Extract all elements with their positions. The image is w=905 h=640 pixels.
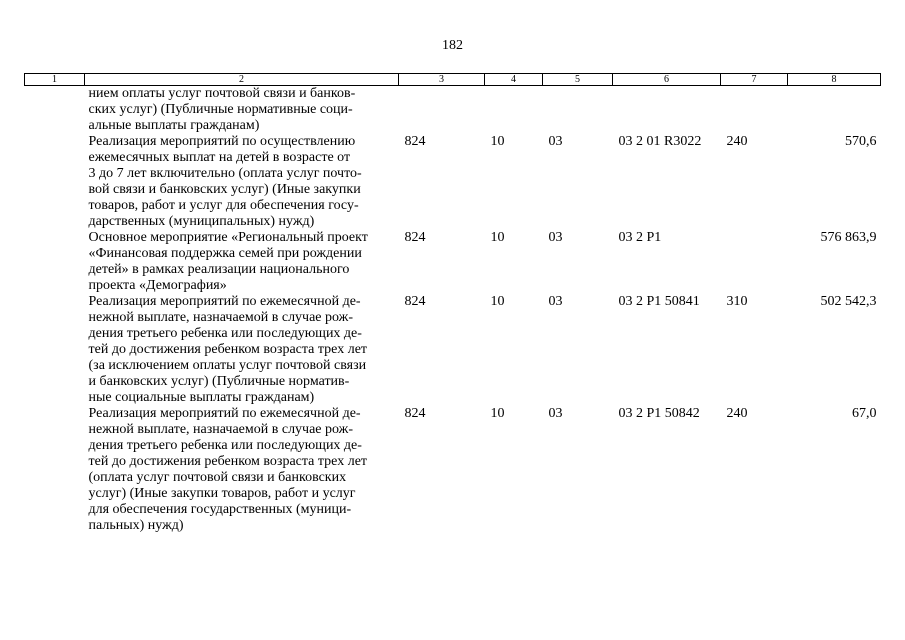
description-line: проекта «Демография» — [88, 278, 227, 293]
description-line: 3 до 7 лет включительно (оплата услуг почто- — [88, 166, 362, 181]
description-cell — [85, 134, 399, 230]
subsection-code-cell: 03 — [548, 230, 563, 245]
subsection-code-cell: 03 — [548, 406, 563, 421]
table-row — [25, 294, 881, 406]
description-line: альные выплаты гражданам) — [88, 118, 260, 133]
description-line: Реализация мероприятий по ежемесячной де- — [88, 294, 361, 309]
description-line: Реализация мероприятий по ежемесячной де- — [88, 406, 361, 421]
description-line: нежной выплате, назначаемой в случае рож- — [88, 422, 354, 437]
column-number-3: 3 — [399, 74, 485, 86]
column-number-row — [25, 74, 881, 86]
description-line: для обеспечения государственных (муници- — [88, 502, 352, 517]
row-number-cell — [25, 230, 85, 294]
description-line: услуг) (Иные закупки товаров, работ и услуг — [88, 486, 356, 501]
description-line: (за исключением оплаты услуг почтовой связи — [88, 358, 367, 373]
description-line: товаров, работ и услуг для обеспечения госу- — [88, 198, 359, 213]
column-number-2: 2 — [85, 74, 399, 86]
column-number-6: 6 — [613, 74, 721, 86]
page-number: 182 — [442, 38, 463, 53]
column-number-1: 1 — [25, 74, 85, 86]
description-line: ских услуг) (Публичные нормативные соци- — [88, 102, 353, 117]
description-line: детей» в рамках реализации национального — [88, 262, 350, 277]
description-line: нежной выплате, назначаемой в случае рож- — [88, 310, 354, 325]
table-row — [25, 134, 881, 230]
subsection-code-cell: 03 — [548, 294, 563, 309]
ministry-code-cell: 824 — [404, 230, 426, 245]
description-cell — [85, 294, 399, 406]
target-article-cell: 03 2 Р1 50841 — [618, 294, 700, 309]
section-code-cell: 10 — [490, 230, 505, 245]
description-line: ежемесячных выплат на детей в возрасте от — [88, 150, 351, 165]
description-line: ные социальные выплаты гражданам) — [88, 390, 315, 405]
column-number-5: 5 — [543, 74, 613, 86]
description-line: вой связи и банковских услуг) (Иные закупки — [88, 182, 361, 197]
description-line: пальных) нужд) — [88, 518, 184, 533]
description-line: тей до достижения ребенком возраста трех лет — [88, 454, 368, 469]
description-cell — [85, 230, 399, 294]
ministry-code-cell — [399, 86, 485, 135]
description-line: Основное мероприятие «Региональный проект — [88, 230, 368, 245]
target-article-cell: 03 2 01 R3022 — [618, 134, 702, 149]
row-number-cell — [25, 294, 85, 406]
subsection-code-cell: 03 — [548, 134, 563, 149]
description-line: и банковских услуг) (Публичные норматив- — [88, 374, 350, 389]
section-code-cell: 10 — [490, 294, 505, 309]
row-number-cell — [25, 134, 85, 230]
target-article-cell: 03 2 Р1 50842 — [618, 406, 700, 421]
description-line: дения третьего ребенка или последующих де- — [88, 326, 362, 341]
table-row — [25, 86, 881, 135]
expense-type-cell: 240 — [726, 134, 748, 149]
table-row — [25, 406, 881, 534]
ministry-code-cell: 824 — [404, 294, 426, 309]
description-cell — [85, 86, 399, 135]
description-line: тей до достижения ребенком возраста трех лет — [88, 342, 368, 357]
description-cell — [85, 406, 399, 534]
amount-cell: 576 863,9 — [820, 230, 877, 245]
subsection-code-cell — [543, 86, 613, 135]
expense-type-cell — [721, 86, 788, 135]
row-number-cell — [25, 406, 85, 534]
budget-table — [24, 73, 881, 534]
row-number-cell — [25, 86, 85, 135]
column-number-4: 4 — [485, 74, 543, 86]
amount-cell: 67,0 — [852, 406, 877, 421]
description-line: (оплата услуг почтовой связи и банковских — [88, 470, 347, 485]
target-article-cell: 03 2 Р1 — [618, 230, 662, 245]
amount-cell: 502 542,3 — [820, 294, 877, 309]
description-line: «Финансовая поддержка семей при рождении — [88, 246, 362, 261]
table-row — [25, 230, 881, 294]
description-line: дарственных (муниципальных) нужд) — [88, 214, 315, 229]
column-number-7: 7 — [721, 74, 788, 86]
section-code-cell: 10 — [490, 134, 505, 149]
ministry-code-cell: 824 — [404, 134, 426, 149]
description-line: Реализация мероприятий по осуществлению — [88, 134, 356, 149]
amount-cell: 570,6 — [845, 134, 877, 149]
description-line: дения третьего ребенка или последующих де- — [88, 438, 362, 453]
section-code-cell: 10 — [490, 406, 505, 421]
amount-cell — [788, 86, 881, 135]
target-article-cell — [613, 86, 721, 135]
expense-type-cell: 310 — [726, 294, 748, 309]
expense-type-cell: 240 — [726, 406, 748, 421]
description-line: нием оплаты услуг почтовой связи и банков- — [88, 86, 356, 101]
expense-type-cell — [721, 230, 788, 294]
column-number-8: 8 — [788, 74, 881, 86]
ministry-code-cell: 824 — [404, 406, 426, 421]
section-code-cell — [485, 86, 543, 135]
